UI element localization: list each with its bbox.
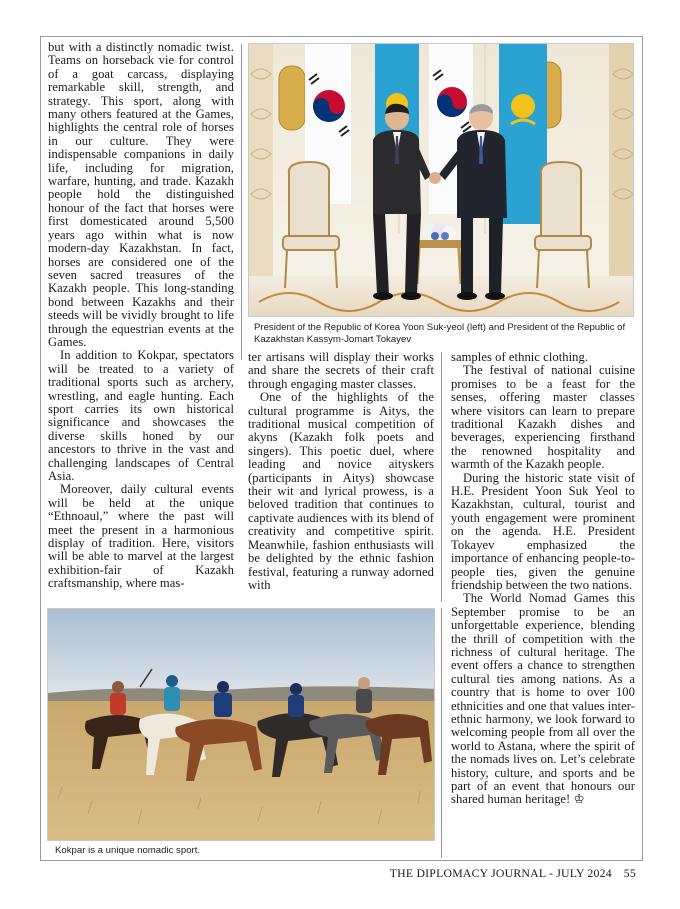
photo-caption-bottom: Kokpar is a unique nomadic sport. [55, 845, 201, 856]
column-rule [241, 44, 242, 360]
column-rule [441, 352, 442, 602]
paragraph: but with a distinctly nomadic twist. Teams on horseback vie for control of a goat carcass, displaying remarkable skill, strength, and strategy. This sport, along with many others featured at the Games, highlights the central role of horses in our culture. They were indispensable companions in daily life, including for migration, warfare, hunting, and trade. Kazakh people hold the distinguished honour of the fact that horses were first domesticated around 5,500 years ago within what is now modern-day Kazakhstan. In fact, horses are considered one of the seven sacred treasures of the Kazakh people. This long-standing bond between Kazakhs and their steeds will be vividly brought to life through the equestrian events at the Games. [48, 40, 234, 349]
column-rule [441, 608, 442, 858]
presidents-handshake-photo [248, 43, 634, 317]
article-column-2 [248, 351, 434, 592]
paragraph: The World Nomad Games this September promise to be an unforgettable experience, blending the thrill of competition with the richness of cultural heritage. The event offers a chance to strengthen cultural ties among nations. As a country that is home to over 100 ethnicities and one that values inter-ethnic harmony, we look forward to welcoming people from all over the world to Astana, where the spirit of the nomads lives on. Let’s celebrate history, culture, and sports and be part of an event that honours our shared human heritage! ♔ [451, 591, 635, 807]
photo-caption-top: President of the Republic of Korea Yoon Suk-yeol (left) and President of the Republic of Kazakhstan Kassym-Jomart Tokayev [254, 322, 626, 345]
paragraph: The festival of national cuisine promises to be a feast for the senses, offering master classes where visitors can learn to prepare traditional Kazakh dishes and beverages, experiencing firsthand the renowned hospitality and warmth of the Kazakh people. [451, 363, 635, 472]
article-column-3 [451, 351, 635, 807]
presidents-handshake-illustration [249, 44, 634, 317]
paragraph: samples of ethnic clothing. [451, 350, 589, 364]
page-footer [390, 866, 636, 881]
kokpar-photo [47, 608, 435, 841]
journal-name: THE DIPLOMACY JOURNAL - JULY 2024 [389, 866, 612, 880]
paragraph: Moreover, daily cultural events will be held at the unique “Ethnoaul,” where the past will meet the present in a harmonious display of tradition. Here, visitors will be able to marvel at the largest exhibition-fair of Kazakh craftsmanship, where mas- [48, 482, 234, 591]
kokpar-illustration [48, 609, 435, 841]
paragraph: ter artisans will display their works and share the secrets of their craft through engaging master classes. [248, 350, 434, 391]
paragraph: During the historic state visit of H.E. President Yoon Suk Yeol to Kazakhstan, cultural, tourist and youth engagement were prominent on the agenda. H.E. President Tokayev emphasized the importance of enhancing people-to-people ties, given the genuine friendship between the two nations. [451, 470, 635, 592]
paragraph: One of the highlights of the cultural programme is Aitys, the traditional musical competition of akyns (Kazakh folk poets and singers). This poetic duel, where leading and novice aityskers (participants in Aitys) showcase their wit and lyrical prowess, is a beloved tradition that continues to captivate audiences with its blend of creativity and competitive spirit. Meanwhile, fashion enthusiasts will be delighted by the ethnic fashion festival, featuring a runway adorned with [248, 390, 434, 592]
page-number: 55 [623, 866, 636, 880]
paragraph: In addition to Kokpar, spectators will be treated to a variety of traditional sports such as archery, wrestling, and eagle hunting. Each sport carries its own historical significance and showcases the diverse skills honed by our ancestors to thrive in the vast and challenging landscapes of Central Asia. [48, 348, 234, 483]
article-column-1 [48, 41, 234, 591]
